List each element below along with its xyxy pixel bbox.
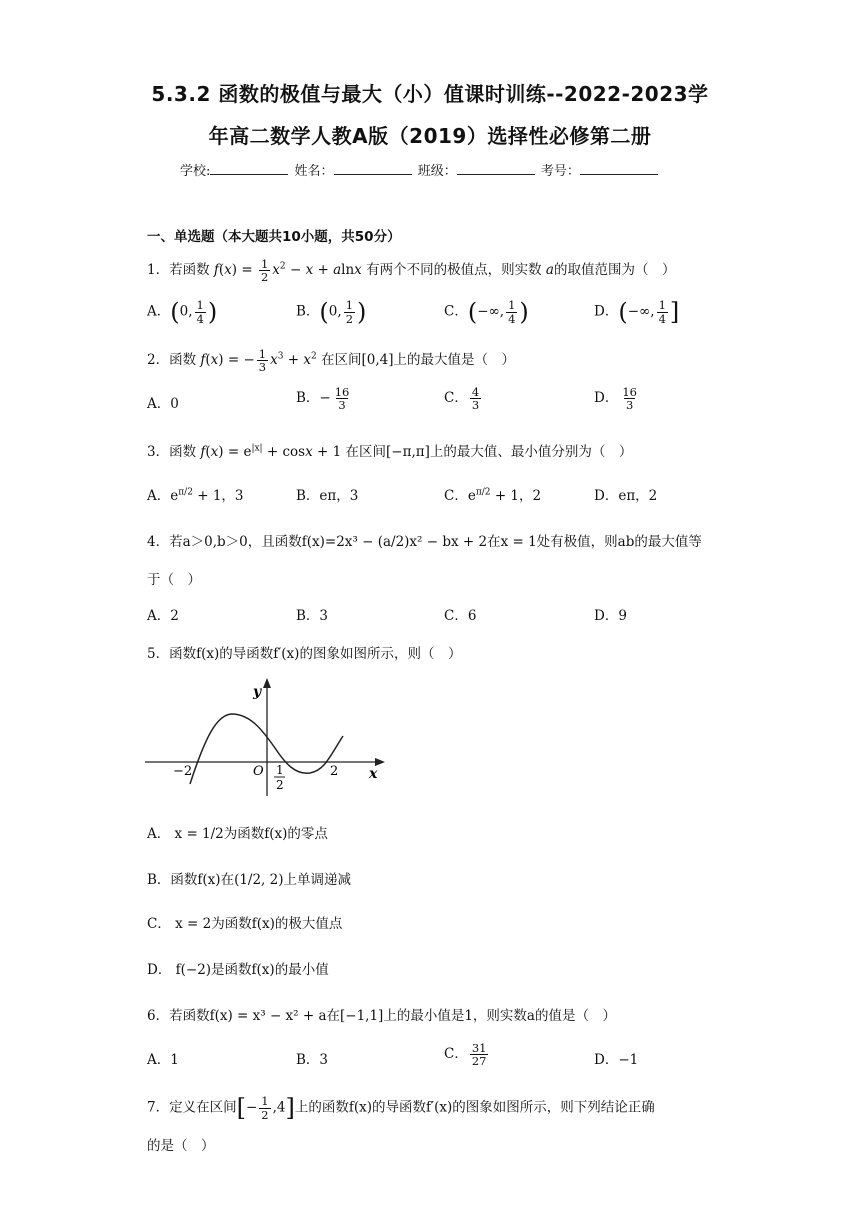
q2-option-a[interactable]: A．0 (147, 396, 179, 412)
tick-half-den: 2 (276, 778, 284, 792)
q5-option-b[interactable]: B．函数f(x)在(1/2, 2)上单调递减 (147, 872, 351, 888)
q5-option-c[interactable]: C． x = 2为函数f(x)的极大值点 (147, 916, 343, 932)
q2-mid: 在区间 (321, 352, 362, 369)
q7-lead: 7．定义在区间 (147, 1099, 237, 1116)
q1-option-d[interactable]: D．(−∞, $\frac{1}{4}$ ] (594, 298, 680, 326)
q6-option-d[interactable]: D．−1 (594, 1052, 639, 1068)
q1-tail2: 的取值范围为（ ） (553, 262, 676, 279)
q3-option-a[interactable]: A．$e^{\pi/2} + 1$，3 (147, 487, 244, 504)
q3-c-label: C． (444, 488, 468, 504)
q7-tail: 上的函数f(x)的导函数f′(x)的图象如图所示，则下列结论正确 (294, 1099, 655, 1116)
question-4-line1: 4．若a＞0,b＞0，且函数f(x)=2x³ − (a/2)x² − bx + 2在x = 1处有极值，则ab的最大值等 (147, 534, 702, 550)
class-label: 班级： (417, 164, 457, 179)
q4-option-d[interactable]: D．9 (594, 608, 627, 624)
doc-title-line1: 5.3.2 函数的极值与最大（小）值课时训练--2022-2023学 (151, 82, 709, 106)
q6-option-b[interactable]: B．3 (296, 1052, 329, 1068)
y-axis-arrow (263, 678, 271, 688)
q1-tail: 有两个不同的极值点，则实数 (366, 262, 542, 279)
school-label: 学校: (180, 164, 211, 179)
tick-2: 2 (330, 764, 339, 779)
q2-tail: 上的最大值是（ ） (393, 352, 516, 369)
question-7-line2: 的是（ ） (147, 1138, 215, 1154)
q6-option-c[interactable]: C． $\frac{31}{27}$ (444, 1041, 487, 1069)
section-heading: 一、单选题（本大题共10小题，共50分） (147, 229, 401, 245)
q2-option-b[interactable]: B．− $\frac{16}{3}$ (296, 385, 350, 413)
q2-c-label: C． (444, 390, 468, 407)
school-blank[interactable] (210, 162, 288, 175)
name-label: 姓名： (294, 164, 334, 179)
exam-no-blank[interactable] (580, 162, 658, 175)
q2-lead: 2．函数 (147, 352, 197, 369)
x-axis-arrow (375, 758, 385, 766)
q3-c-tail: ，2 (519, 488, 542, 504)
tick-half-num: 1 (276, 763, 284, 777)
origin-label: O (253, 764, 264, 779)
q1-lead: 1．若函数 (147, 262, 210, 279)
question-1: 1．若函数 f(x) = $\frac{1}{2}$ $x^2 - x + alnx$ 有两个不同的极值点，则实数 a的取值范围为（ ） (147, 257, 676, 285)
question-7-line1: 7．定义在区间[− $\frac{1}{2}$ ,4]上的函数f(x)的导函数f′(x)的图象如图所示，则下列结论正确 (147, 1094, 655, 1122)
tick-neg2: −2 (173, 764, 193, 779)
class-blank[interactable] (457, 162, 535, 175)
q3-option-b[interactable]: B．eπ，3 (296, 488, 359, 504)
doc-title-line2: 年高二数学人教A版（2019）选择性必修第二册 (208, 124, 652, 148)
student-info-row (180, 160, 660, 179)
q1-option-b[interactable]: B．(0, $\frac{1}{2}$ ) (296, 298, 367, 326)
question-2: 2．函数 f(x) = − $\frac{1}{3}$ $x^3 + x^2$ 在区间[0,4]上的最大值是（ ） (147, 347, 516, 375)
q2-b-label: B． (296, 390, 320, 407)
q2-d-label: D． (594, 390, 619, 407)
q4-option-c[interactable]: C．6 (444, 608, 477, 624)
question-4-line2: 于（ ） (147, 572, 201, 588)
q3-option-d[interactable]: D．eπ，2 (594, 488, 658, 504)
q4-option-a[interactable]: A．2 (147, 608, 179, 624)
q1-frac: $\frac{1}{2}$ (260, 257, 269, 285)
q5-option-d[interactable]: D． f(−2)是函数f(x)的最小值 (147, 962, 329, 978)
q2-option-d[interactable]: D． $\frac{16}{3}$ (594, 385, 637, 413)
question-6: 6．若函数f(x) = x³ − x² + a在[−1,1]上的最小值是1，则实数a的值是（ ） (147, 1008, 616, 1024)
derivative-graph (145, 678, 395, 800)
q6-c-label: C． (444, 1046, 468, 1063)
q1-option-c[interactable]: C．(−∞, $\frac{1}{4}$ ) (444, 298, 529, 326)
q3-a-label: A． (147, 488, 171, 504)
name-blank[interactable] (334, 162, 412, 175)
q5-option-a[interactable]: A． x = 1/2为函数f(x)的零点 (147, 826, 328, 842)
q4-option-b[interactable]: B．3 (296, 608, 329, 624)
x-label: x (369, 766, 378, 782)
q2-option-c[interactable]: C． $\frac{4}{3}$ (444, 385, 480, 413)
q3-option-c[interactable]: C．$e^{\pi/2} + 1$，2 (444, 487, 542, 504)
q3-a-tail: ，3 (221, 488, 244, 504)
question-3: 3．函数 $f(x) = e^{|x|} + \cos x + 1$ 在区间[−π,π]上的最大值、最小值分别为（ ） (147, 443, 633, 460)
q6-option-a[interactable]: A．1 (147, 1052, 179, 1068)
y-label: y (253, 684, 262, 700)
exam-no-label: 考号： (540, 164, 580, 179)
q1-option-a[interactable]: A．(0, $\frac{1}{4}$ ) (147, 298, 218, 326)
q3-mid: 在区间[−π,π]上的最大值、最小值分别为（ ） (345, 444, 633, 460)
q3-lead: 3．函数 (147, 444, 197, 460)
question-5: 5．函数f(x)的导函数f′(x)的图象如图所示，则（ ） (147, 646, 462, 662)
